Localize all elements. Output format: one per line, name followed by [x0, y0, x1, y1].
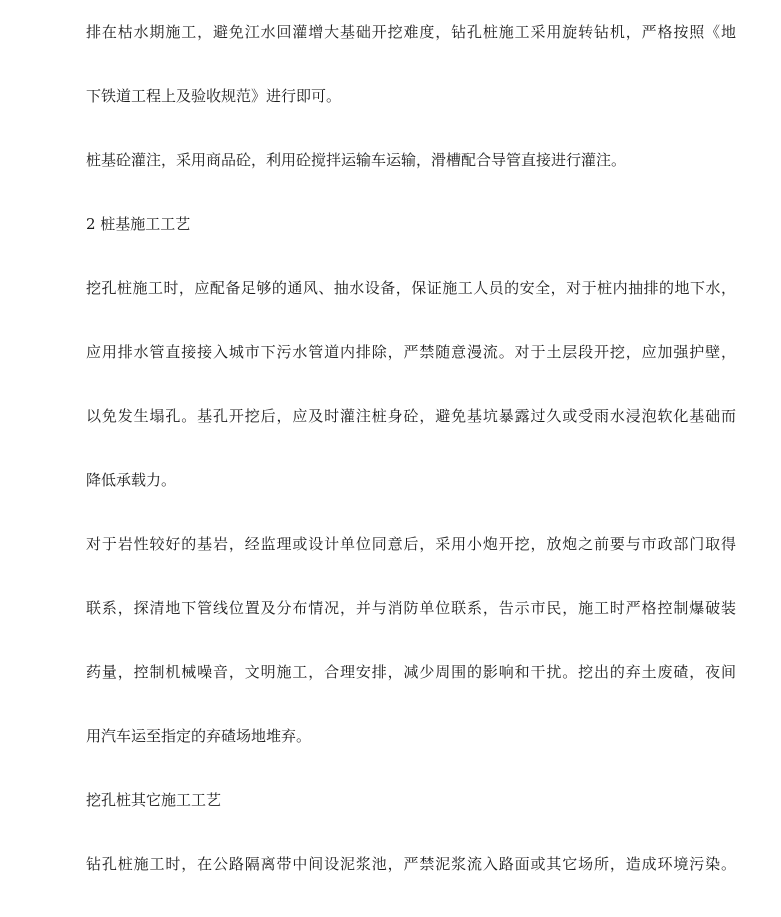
text-line: 桩基砼灌注，采用商品砼，利用砼搅拌运输车运输，滑槽配合导管直接进行灌注。	[86, 151, 627, 169]
text-line: 下铁道工程上及验收规范》进行即可。	[86, 87, 342, 105]
text-line: 用汽车运至指定的弃碴场地堆弃。	[86, 727, 312, 745]
text-line: 挖孔桩施工时，应配备足够的通风、抽水设备，保证施工人员的安全，对于桩内抽排的地下水，	[86, 279, 736, 297]
section-heading: 2 桩基施工工艺	[86, 215, 191, 233]
text-line: 降低承载力。	[86, 471, 177, 489]
text-line: 联系，探清地下管线位置及分布情况，并与消防单位联系，告示市民，施工时严格控制爆破装	[86, 599, 736, 617]
text-line: 对于岩性较好的基岩，经监理或设计单位同意后，采用小炮开挖，放炮之前要与市政部门取得	[86, 535, 736, 553]
text-line: 以免发生塌孔。基孔开挖后，应及时灌注桩身砼，避免基坑暴露过久或受雨水浸泡软化基础而	[86, 407, 736, 425]
text-line: 排在枯水期施工，避免江水回灌增大基础开挖难度，钻孔桩施工采用旋转钻机，严格按照《地	[86, 23, 736, 41]
text-line: 药量，控制机械噪音，文明施工，合理安排，减少周围的影响和干扰。挖出的弃土废碴，夜间	[86, 663, 736, 681]
text-line: 应用排水管直接接入城市下污水管道内排除，严禁随意漫流。对于土层段开挖，应加强护壁，	[86, 343, 736, 361]
section-heading: 挖孔桩其它施工工艺	[86, 791, 222, 809]
text-line: 钻孔桩施工时，在公路隔离带中间设泥浆池，严禁泥浆流入路面或其它场所，造成环境污染。	[86, 855, 736, 873]
